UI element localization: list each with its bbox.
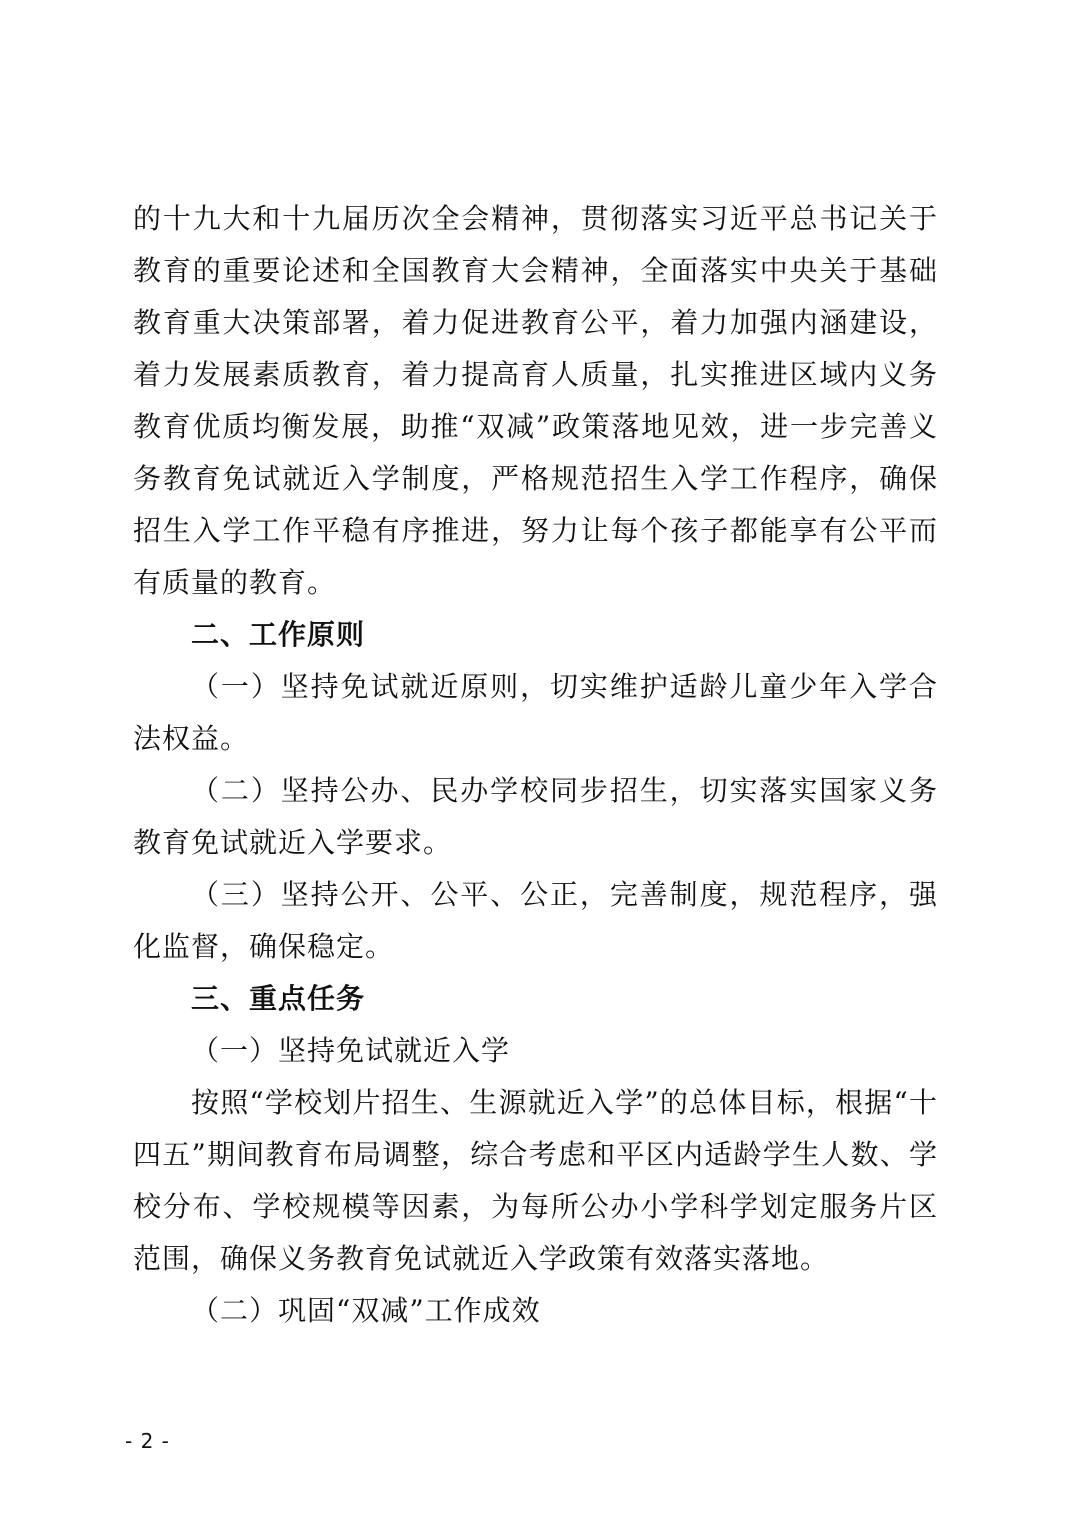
section-three-subsection-2-title: （二）巩固“双减”工作成效 bbox=[191, 1294, 541, 1327]
intro-paragraph: 的十九大和十九届历次全会精神，贯彻落实习近平总书记关于教育的重要论述和全国教育大会精神，全面落实中央关于基础教育重大决策部署，着力促进教育公平，着力加强内涵建设，着力发展素质教育，着力提高育人质量，扎实推进区域内义务教育优质均衡发展，助推“双减”政策落地见效，进一步完善义务教育免试就近入学制度，严格规范招生入学工作程序，确保招生入学工作平稳有序推进，努力让每个孩子都能享有公平而有质量的教育。 bbox=[133, 202, 938, 599]
section-three-heading: 三、重点任务 bbox=[191, 982, 366, 1015]
section-three-subsection-1-title: （一）坚持免试就近入学 bbox=[191, 1034, 511, 1067]
section-two-item-1: （一）坚持免试就近原则，切实维护适龄儿童少年入学合法权益。 bbox=[133, 670, 938, 755]
section-two-heading: 二、工作原则 bbox=[191, 618, 366, 651]
section-two-item-2: （二）坚持公办、民办学校同步招生，切实落实国家义务教育免试就近入学要求。 bbox=[133, 774, 938, 859]
section-two-item-3: （三）坚持公开、公平、公正，完善制度，规范程序，强化监督，确保稳定。 bbox=[133, 878, 938, 963]
page-number: - 2 - bbox=[125, 1429, 170, 1453]
section-three-subsection-1-body: 按照“学校划片招生、生源就近入学”的总体目标，根据“十四五”期间教育布局调整，综合考虑和平区内适龄学生人数、学校分布、学校规模等因素，为每所公办小学科学划定服务片区范围，确保义务教育免试就近入学政策有效落实落地。 bbox=[133, 1086, 938, 1275]
